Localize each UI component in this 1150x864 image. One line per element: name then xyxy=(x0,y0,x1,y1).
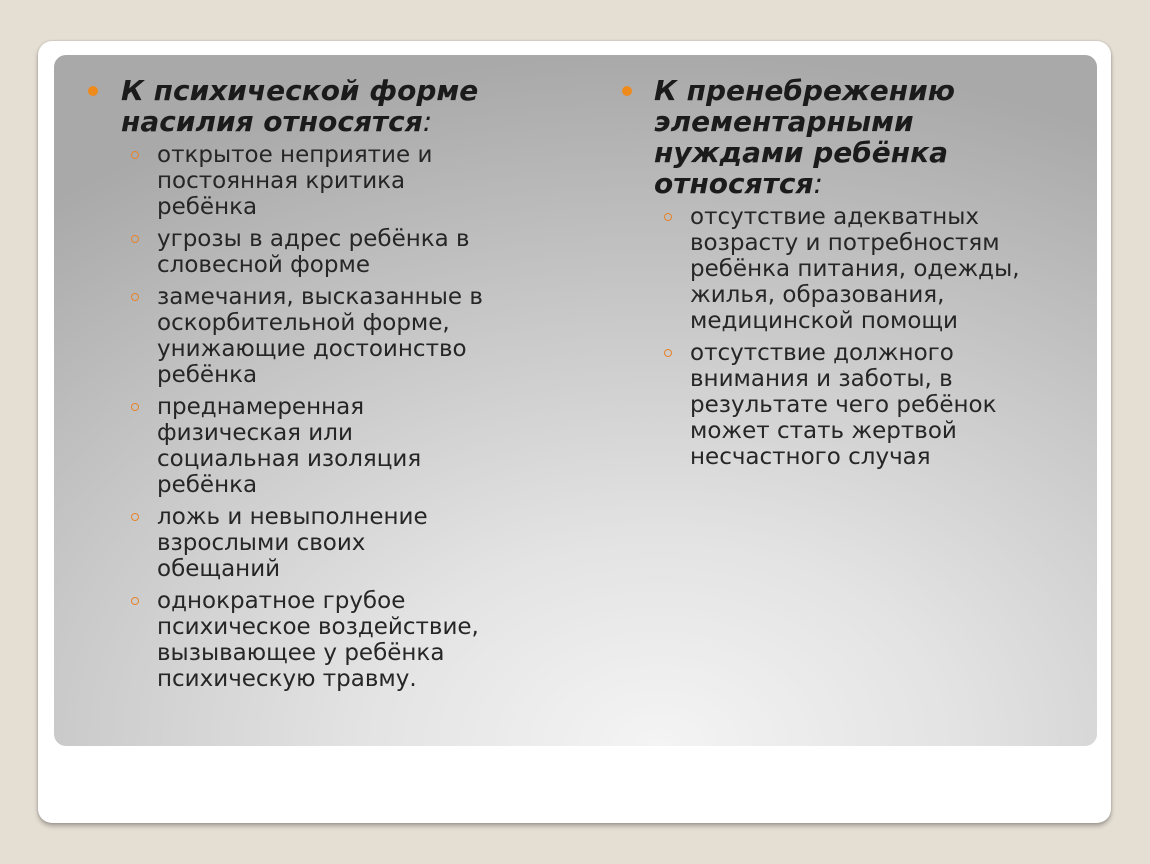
list-item: замечания, высказанные в оскорбительной форме, унижающие достоинство ребёнка xyxy=(54,284,574,388)
list-item: преднамеренная физическая или социальная изоляция ребёнка xyxy=(54,394,574,498)
content-panel xyxy=(54,55,1097,746)
list-item: отсутствие должного внимания и заботы, в результате чего ребёнок может стать жертвой несчастного случая xyxy=(618,340,1098,470)
left-heading-colon: : xyxy=(422,105,433,138)
ring-bullet-icon xyxy=(664,349,672,357)
left-heading-line: насилия относятся: xyxy=(121,105,433,138)
ring-bullet-icon xyxy=(664,213,672,221)
right-column xyxy=(618,55,1098,476)
right-heading-line: нуждами ребёнка xyxy=(654,136,949,169)
list-item: ложь и невыполнение взрослыми своих обещаний xyxy=(54,504,574,582)
right-heading-colon: : xyxy=(813,167,823,200)
left-heading-row xyxy=(54,75,574,137)
list-item: однократное грубое психическое воздействие, вызывающее у ребёнка психическую травму. xyxy=(54,588,574,692)
right-heading xyxy=(654,75,1098,199)
list-item: открытое неприятие и постоянная критика ребёнка xyxy=(54,142,574,220)
right-heading-line: относятся: xyxy=(654,167,823,200)
ring-bullet-icon xyxy=(131,293,139,301)
right-heading-line: элементарными xyxy=(654,105,914,138)
ring-bullet-icon xyxy=(131,151,139,159)
ring-bullet-icon xyxy=(131,235,139,243)
orange-bullet-icon xyxy=(88,86,98,96)
left-heading-line: К психической форме xyxy=(121,74,479,107)
list-item: угрозы в адрес ребёнка в словесной форме xyxy=(54,226,574,278)
left-sub-list xyxy=(54,142,574,692)
left-heading xyxy=(121,75,574,137)
ring-bullet-icon xyxy=(131,513,139,521)
list-item: отсутствие адекватных возрасту и потребностям ребёнка питания, одежды, жилья, образования, медицинской помощи xyxy=(618,204,1098,334)
right-sub-list xyxy=(618,204,1098,470)
left-column xyxy=(54,55,574,698)
ring-bullet-icon xyxy=(131,403,139,411)
right-heading-row xyxy=(618,75,1098,199)
ring-bullet-icon xyxy=(131,597,139,605)
right-heading-line: К пренебрежению xyxy=(654,74,955,107)
orange-bullet-icon xyxy=(622,86,632,96)
